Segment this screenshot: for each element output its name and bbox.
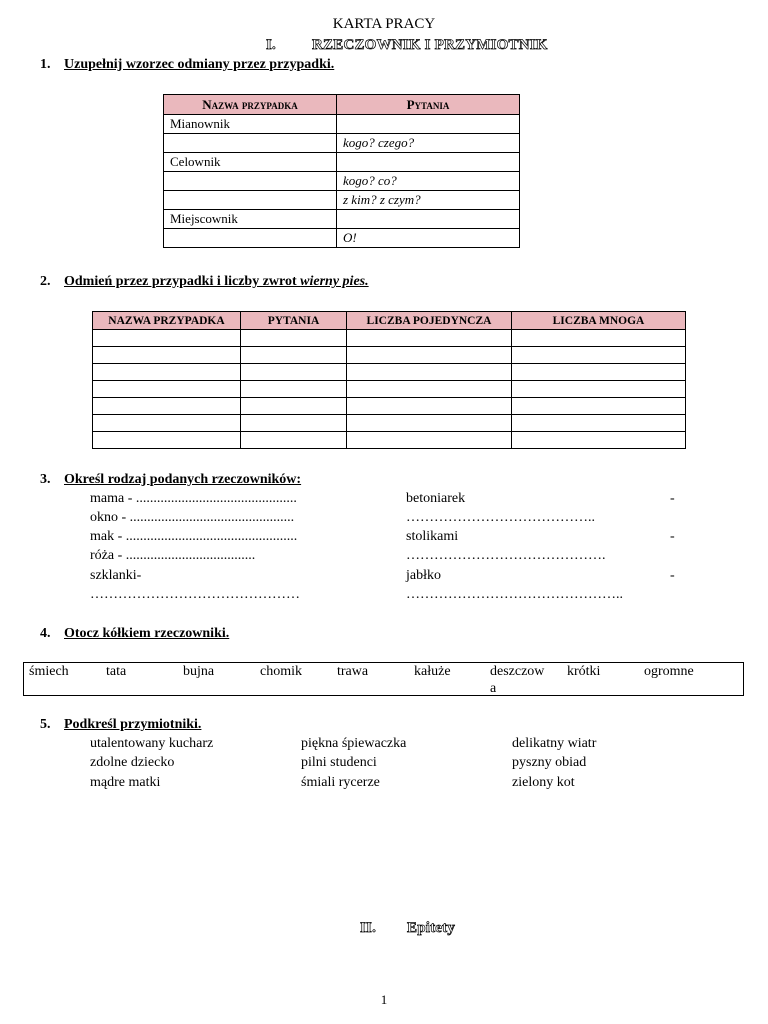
q4-word-wrap[interactable]: a (490, 681, 497, 696)
q3-left-item: szklanki- (90, 568, 142, 583)
page-number: 1 (380, 992, 388, 1007)
table-cell[interactable] (347, 432, 512, 449)
q5-item[interactable]: pyszny obiad (512, 755, 587, 770)
q2-text (64, 274, 369, 290)
table-cell[interactable] (241, 398, 347, 415)
table-cell[interactable]: z kim? z czym? (337, 191, 520, 210)
table-cell[interactable] (512, 330, 686, 347)
table-cell[interactable] (93, 347, 241, 364)
q2-text-main: Odmień przez przypadki i liczby zwrot (64, 274, 301, 289)
table-cell[interactable] (164, 134, 337, 153)
table-cell[interactable] (164, 172, 337, 191)
q4-text: Otocz kółkiem rzeczowniki. (64, 626, 230, 641)
table-cell[interactable] (347, 415, 512, 432)
section2-number: II. (360, 920, 377, 936)
q1-table (163, 94, 520, 248)
q3-left-item: mak - ................................................. (90, 529, 298, 544)
q1-text: Uzupełnij wzorzec odmiany przez przypadki. (64, 57, 335, 72)
q4-word[interactable]: chomik (260, 664, 302, 679)
table-cell[interactable] (512, 381, 686, 398)
table-cell[interactable] (93, 398, 241, 415)
q3-right-item: stolikami (406, 529, 459, 544)
table-cell[interactable] (512, 364, 686, 381)
table-cell[interactable] (164, 191, 337, 210)
q5-item[interactable]: zielony kot (512, 775, 575, 790)
table-cell[interactable] (93, 415, 241, 432)
table-cell[interactable] (241, 347, 347, 364)
q3-right-item: ……………………………………. (406, 548, 606, 563)
table-cell[interactable] (512, 347, 686, 364)
q1-header-case: Nazwa przypadka (164, 95, 337, 115)
section1-number: I. (266, 37, 276, 53)
q5-item[interactable]: zdolne dziecko (90, 755, 175, 770)
section1-title: RZECZOWNIK I PRZYMIOTNIK (312, 37, 548, 53)
table-cell[interactable] (93, 330, 241, 347)
q2-header-case: NAZWA PRZYPADKA (93, 312, 241, 330)
q4-word[interactable]: bujna (183, 664, 215, 679)
q4-word[interactable]: krótki (567, 664, 601, 679)
q4-word-box (23, 662, 744, 696)
q5-item[interactable]: mądre matki (90, 775, 161, 790)
q5-item[interactable]: delikatny wiatr (512, 736, 597, 751)
table-cell[interactable] (241, 415, 347, 432)
q5-item[interactable]: pilni studenci (301, 755, 377, 770)
table-cell[interactable]: kogo? czego? (337, 134, 520, 153)
q3-dash: - (670, 491, 675, 506)
table-cell[interactable] (241, 432, 347, 449)
table-row (164, 153, 520, 172)
q5-item[interactable]: piękna śpiewaczka (301, 736, 407, 751)
table-cell[interactable] (241, 330, 347, 347)
table-row (164, 191, 520, 210)
q5-number: 5. (40, 717, 51, 732)
q1-header-questions: Pytania (337, 95, 520, 115)
table-cell[interactable] (241, 381, 347, 398)
table-row (164, 210, 520, 229)
table-cell[interactable] (93, 432, 241, 449)
q3-text: Określ rodzaj podanych rzeczowników: (64, 472, 302, 487)
q4-word[interactable]: deszczow (490, 664, 545, 679)
q2-header-singular: LICZBA POJEDYNCZA (347, 312, 512, 330)
table-row (164, 115, 520, 134)
q4-word[interactable]: tata (106, 664, 127, 679)
q4-word[interactable]: trawa (337, 664, 369, 679)
page-title: KARTA PRACY (332, 16, 436, 32)
table-cell[interactable]: Mianownik (164, 115, 337, 134)
table-cell[interactable] (347, 330, 512, 347)
table-cell[interactable] (347, 381, 512, 398)
table-cell[interactable] (347, 364, 512, 381)
table-cell[interactable] (93, 381, 241, 398)
q1-number: 1. (40, 57, 51, 72)
table-row (164, 229, 520, 248)
table-cell[interactable] (337, 153, 520, 172)
q3-left-item: ……………………………………… (90, 587, 300, 602)
q4-word[interactable]: śmiech (29, 664, 69, 679)
table-row (93, 415, 686, 432)
q4-word[interactable]: ogromne (644, 664, 694, 679)
q5-item[interactable]: śmiali rycerze (301, 775, 380, 790)
table-row (93, 347, 686, 364)
table-cell[interactable] (512, 398, 686, 415)
q3-left-item: mama - .............................................. (90, 491, 297, 506)
q3-right-item: ……………………………………….. (406, 587, 623, 602)
q2-text-phrase: wierny pies. (300, 274, 369, 289)
q2-header-plural: LICZBA MNOGA (512, 312, 686, 330)
table-row (164, 134, 520, 153)
q5-text: Podkreśl przymiotniki. (64, 717, 202, 732)
table-cell[interactable]: kogo? co? (337, 172, 520, 191)
q3-right-item: ………………………………….. (406, 510, 595, 525)
table-cell[interactable] (347, 347, 512, 364)
q3-dash: - (670, 568, 675, 583)
table-row (93, 398, 686, 415)
table-row (93, 364, 686, 381)
q3-dash: - (670, 529, 675, 544)
table-cell[interactable]: Miejscownik (164, 210, 337, 229)
table-cell[interactable] (512, 415, 686, 432)
q3-left-item: róża - ..................................... (90, 548, 256, 563)
table-row (93, 432, 686, 449)
table-cell[interactable] (241, 364, 347, 381)
q4-word[interactable]: kałuże (414, 664, 451, 679)
q4-number: 4. (40, 626, 51, 641)
q2-header-questions: PYTANIA (241, 312, 347, 330)
q2-table (92, 311, 686, 449)
table-cell[interactable]: Celownik (164, 153, 337, 172)
q5-item[interactable]: utalentowany kucharz (90, 736, 214, 751)
table-cell[interactable] (164, 229, 337, 248)
table-row (93, 330, 686, 347)
table-cell[interactable] (337, 115, 520, 134)
q3-number: 3. (40, 472, 51, 487)
q3-left-item: okno - ............................................... (90, 510, 295, 525)
table-row (164, 172, 520, 191)
table-cell[interactable] (347, 398, 512, 415)
q3-right-item: jabłko (406, 568, 441, 583)
table-cell[interactable] (512, 432, 686, 449)
section2-title: Epitety (407, 920, 456, 936)
table-cell[interactable] (93, 364, 241, 381)
table-row (93, 381, 686, 398)
q2-number: 2. (40, 274, 51, 289)
table-cell[interactable] (337, 210, 520, 229)
table-cell[interactable]: O! (337, 229, 520, 248)
q3-right-item: betoniarek (406, 491, 466, 506)
